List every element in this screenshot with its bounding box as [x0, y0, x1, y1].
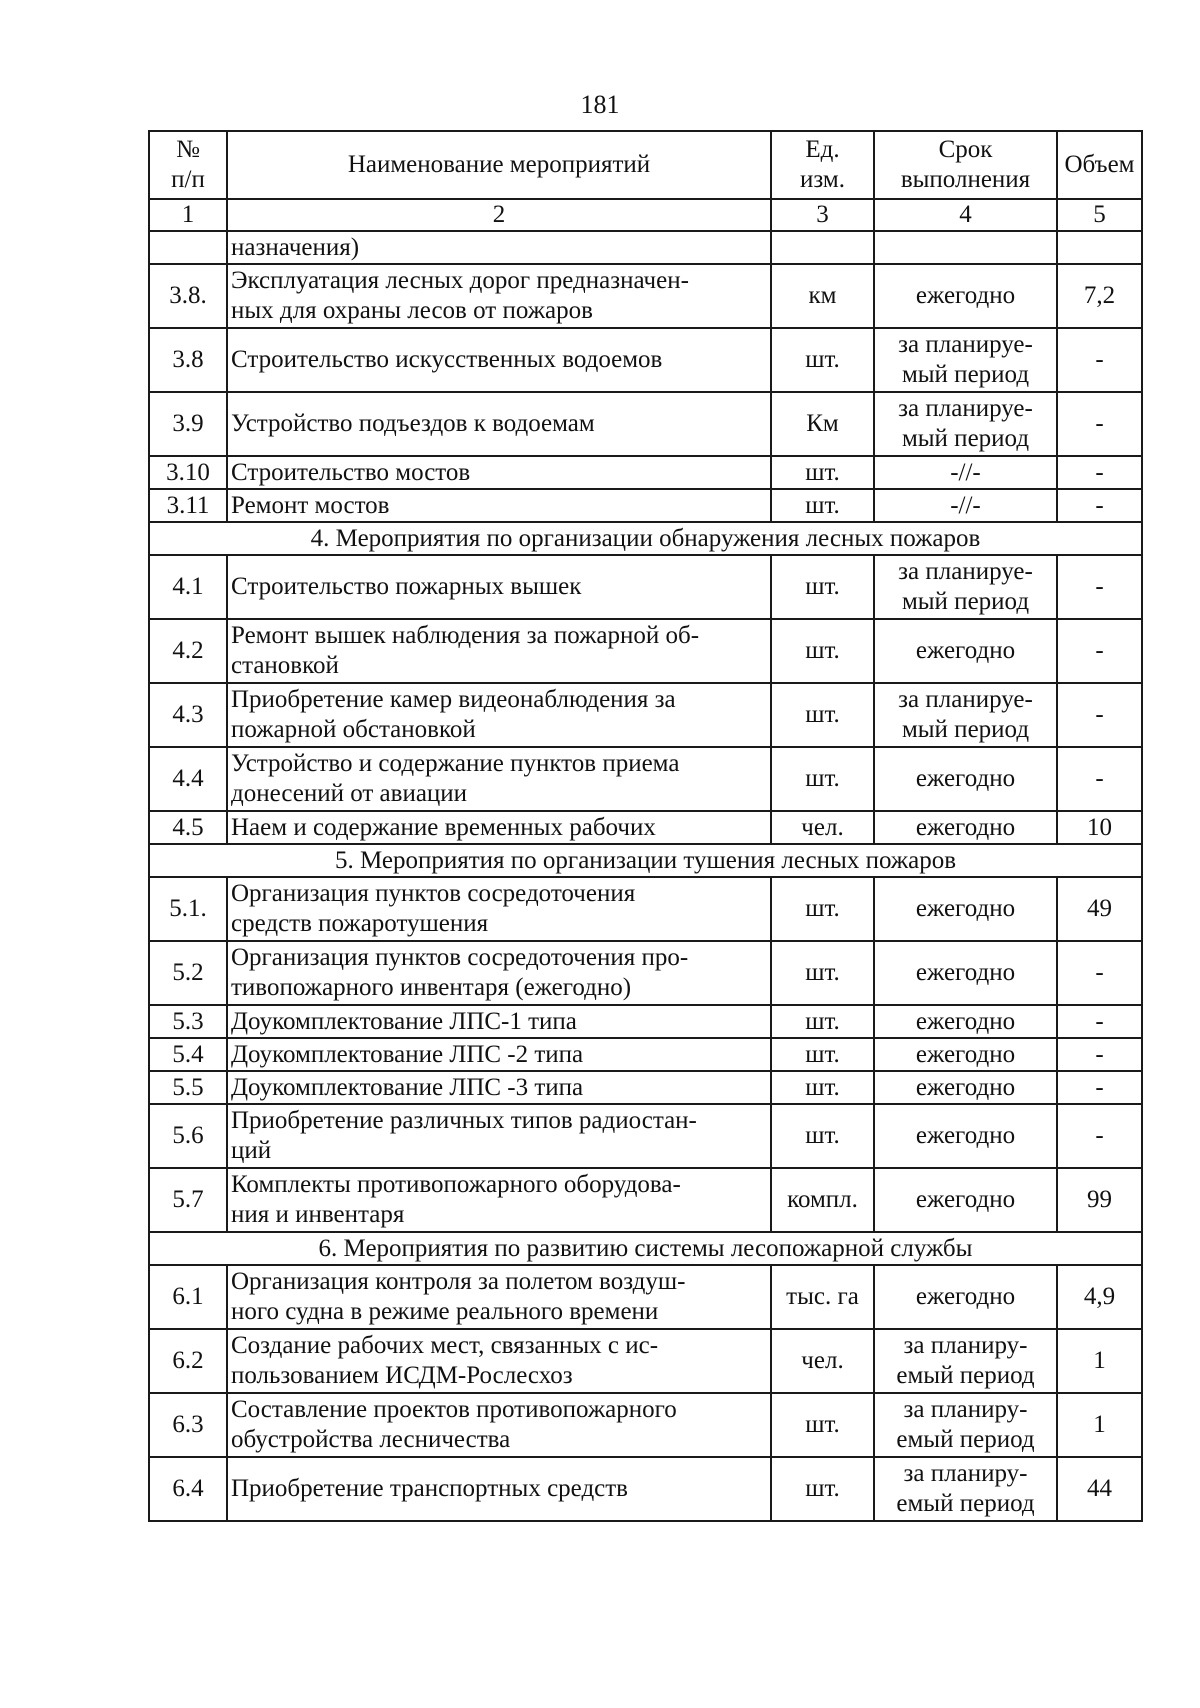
row-term: [874, 811, 1057, 844]
row-term-line: ежегодно: [915, 282, 1016, 309]
header-num-line: п/п: [171, 166, 205, 193]
row-term-line: ежегодно: [915, 1283, 1016, 1310]
table-row: [149, 489, 1142, 522]
row-term-line: за планируе-: [898, 331, 1033, 358]
section-header-row: [149, 1232, 1142, 1265]
row-name: [227, 456, 771, 489]
row-term-line: ежегодно: [915, 1008, 1016, 1035]
header-unit: [771, 131, 874, 199]
header-unit-line: Ед.: [805, 136, 840, 163]
row-term: [874, 683, 1057, 747]
table-row: [149, 811, 1142, 844]
row-name-line: Ремонт вышек наблюдения за пожарной об-: [231, 622, 700, 649]
row-unit: шт.: [771, 747, 874, 811]
row-name-line: Строительство мостов: [231, 459, 471, 486]
row-unit: Км: [771, 392, 874, 456]
row-term-line: ежегодно: [915, 1041, 1016, 1068]
table-row: [149, 456, 1142, 489]
row-name: [227, 619, 771, 683]
table-row: [149, 941, 1142, 1005]
table-row: [149, 555, 1142, 619]
row-unit: шт.: [771, 456, 874, 489]
row-name-line: Ремонт мостов: [231, 492, 390, 519]
row-name-line: обустройства лесничества: [231, 1426, 511, 1453]
row-name: [227, 392, 771, 456]
row-volume: 7,2: [1057, 264, 1142, 328]
row-volume: 44: [1057, 1457, 1142, 1521]
row-unit: [771, 231, 874, 264]
row-unit: шт.: [771, 1393, 874, 1457]
row-number: 3.11: [149, 489, 227, 522]
row-term: [874, 619, 1057, 683]
row-term: [874, 1005, 1057, 1038]
row-name-line: пожарной обстановкой: [231, 716, 476, 743]
row-unit: чел.: [771, 811, 874, 844]
row-term: [874, 747, 1057, 811]
row-name-line: Устройство и содержание пунктов приема: [231, 750, 680, 777]
row-unit: шт.: [771, 1005, 874, 1038]
row-number: 6.1: [149, 1265, 227, 1329]
header-num-line: №: [176, 136, 200, 163]
row-number: 3.9: [149, 392, 227, 456]
row-term-line: мый период: [901, 425, 1030, 452]
row-name: [227, 489, 771, 522]
row-number: 5.5: [149, 1071, 227, 1104]
column-number: 1: [149, 199, 227, 231]
row-volume: -: [1057, 555, 1142, 619]
row-volume: 1: [1057, 1393, 1142, 1457]
row-volume: [1057, 231, 1142, 264]
row-name: [227, 264, 771, 328]
row-term-line: ежегодно: [915, 1122, 1016, 1149]
row-unit: км: [771, 264, 874, 328]
row-name: [227, 1265, 771, 1329]
row-term: [874, 1104, 1057, 1168]
row-term-line: ежегодно: [915, 895, 1016, 922]
row-volume: -: [1057, 1005, 1142, 1038]
table-row: [149, 683, 1142, 747]
row-name: [227, 1104, 771, 1168]
row-name: [227, 328, 771, 392]
row-number: 5.1.: [149, 877, 227, 941]
table-row: [149, 1393, 1142, 1457]
row-unit: тыс. га: [771, 1265, 874, 1329]
row-name-line: Доукомплектование ЛПС -2 типа: [231, 1041, 584, 1068]
row-term-line: емый период: [896, 1426, 1035, 1453]
row-name: [227, 1071, 771, 1104]
row-term-line: -//-: [950, 492, 981, 519]
row-name-line: ния и инвентаря: [231, 1201, 405, 1228]
row-term: [874, 1071, 1057, 1104]
row-volume: -: [1057, 941, 1142, 1005]
row-number: 6.2: [149, 1329, 227, 1393]
table-row: [149, 1329, 1142, 1393]
row-name: [227, 811, 771, 844]
header-term-line: выполнения: [900, 166, 1031, 193]
row-number: 4.5: [149, 811, 227, 844]
row-unit: чел.: [771, 1329, 874, 1393]
row-term-line: ежегодно: [915, 1074, 1016, 1101]
row-name: [227, 1038, 771, 1071]
row-term-line: за планиру-: [903, 1460, 1028, 1487]
row-term-line: ежегодно: [915, 637, 1016, 664]
row-term: [874, 1393, 1057, 1457]
row-volume: -: [1057, 328, 1142, 392]
row-term-line: за планируе-: [898, 395, 1033, 422]
row-name: [227, 1005, 771, 1038]
row-term: [874, 1168, 1057, 1232]
row-term-line: ежегодно: [915, 1186, 1016, 1213]
table-row: [149, 1457, 1142, 1521]
row-term: [874, 555, 1057, 619]
row-volume: 10: [1057, 811, 1142, 844]
row-number: 5.4: [149, 1038, 227, 1071]
row-volume: -: [1057, 747, 1142, 811]
row-name-line: становкой: [231, 652, 339, 679]
row-name-line: Организация контроля за полетом воздуш-: [231, 1268, 686, 1295]
table-row: [149, 264, 1142, 328]
row-name: [227, 1393, 771, 1457]
table-row: [149, 747, 1142, 811]
row-number: [149, 231, 227, 264]
section-header-row: [149, 844, 1142, 877]
row-unit: шт.: [771, 1071, 874, 1104]
row-name-line: Строительство пожарных вышек: [231, 573, 582, 600]
row-unit: шт.: [771, 555, 874, 619]
table-header-row: [149, 131, 1142, 199]
row-name-line: Создание рабочих мест, связанных с ис-: [231, 1332, 659, 1359]
row-volume: 4,9: [1057, 1265, 1142, 1329]
row-number: 4.4: [149, 747, 227, 811]
row-unit: шт.: [771, 1038, 874, 1071]
row-term: [874, 328, 1057, 392]
table-row: [149, 1104, 1142, 1168]
row-term-line: за планиру-: [903, 1396, 1028, 1423]
row-term-line: за планируе-: [898, 558, 1033, 585]
row-name-line: донесений от авиации: [231, 780, 468, 807]
row-term: [874, 1457, 1057, 1521]
row-unit: шт.: [771, 683, 874, 747]
row-name-line: ного судна в режиме реального времени: [231, 1298, 659, 1325]
row-term: [874, 392, 1057, 456]
column-number: 3: [771, 199, 874, 231]
row-name-line: Наем и содержание временных рабочих: [231, 814, 656, 841]
column-number: 5: [1057, 199, 1142, 231]
header-unit-line: изм.: [800, 166, 845, 193]
row-number: 4.1: [149, 555, 227, 619]
row-unit: шт.: [771, 877, 874, 941]
row-name-line: Приобретение транспортных средств: [231, 1475, 628, 1502]
row-name-line: Организация пунктов сосредоточения: [231, 880, 636, 907]
row-term: [874, 877, 1057, 941]
header-volume: Объем: [1057, 131, 1142, 199]
header-term: [874, 131, 1057, 199]
row-unit: шт.: [771, 328, 874, 392]
row-volume: -: [1057, 1038, 1142, 1071]
row-number: 3.10: [149, 456, 227, 489]
table-row: [149, 1071, 1142, 1104]
row-volume: 1: [1057, 1329, 1142, 1393]
row-volume: 99: [1057, 1168, 1142, 1232]
row-name-line: Доукомплектование ЛПС-1 типа: [231, 1008, 577, 1035]
row-number: 5.6: [149, 1104, 227, 1168]
row-number: 5.3: [149, 1005, 227, 1038]
row-term-line: емый период: [896, 1490, 1035, 1517]
row-name-line: Эксплуатация лесных дорог предназначен-: [231, 267, 689, 294]
row-name-line: ций: [231, 1137, 272, 1164]
row-unit: шт.: [771, 1457, 874, 1521]
row-number: 6.4: [149, 1457, 227, 1521]
row-unit: шт.: [771, 941, 874, 1005]
row-volume: 49: [1057, 877, 1142, 941]
column-number-row: [149, 199, 1142, 231]
row-name-line: Составление проектов противопожарного: [231, 1396, 677, 1423]
row-number: 4.3: [149, 683, 227, 747]
row-name-line: пользованием ИСДМ-Рослесхоз: [231, 1362, 573, 1389]
row-name: [227, 941, 771, 1005]
table-row: [149, 1265, 1142, 1329]
row-term: [874, 456, 1057, 489]
row-term-line: мый период: [901, 716, 1030, 743]
table-row: [149, 231, 1142, 264]
table-row: [149, 619, 1142, 683]
column-number: 4: [874, 199, 1057, 231]
row-name-line: Строительство искусственных водоемов: [231, 346, 663, 373]
row-name-line: Доукомплектование ЛПС -3 типа: [231, 1074, 584, 1101]
row-unit: шт.: [771, 1104, 874, 1168]
table-row: [149, 1005, 1142, 1038]
row-unit: компл.: [771, 1168, 874, 1232]
row-name: [227, 877, 771, 941]
table-row: [149, 1168, 1142, 1232]
row-name-line: Приобретение различных типов радиостан-: [231, 1107, 697, 1134]
row-term-line: за планиру-: [903, 1332, 1028, 1359]
row-term-line: -//-: [950, 459, 981, 486]
section-title: 4. Мероприятия по организации обнаружения лесных пожаров: [149, 522, 1142, 555]
row-name: [227, 1329, 771, 1393]
row-number: 6.3: [149, 1393, 227, 1457]
row-volume: -: [1057, 489, 1142, 522]
row-term-line: мый период: [901, 361, 1030, 388]
row-term-line: ежегодно: [915, 959, 1016, 986]
row-term: [874, 489, 1057, 522]
row-term: [874, 941, 1057, 1005]
row-term: [874, 1329, 1057, 1393]
row-volume: -: [1057, 619, 1142, 683]
row-term-line: емый период: [896, 1362, 1035, 1389]
row-term: [874, 264, 1057, 328]
row-volume: -: [1057, 392, 1142, 456]
page-number: 181: [580, 90, 620, 119]
row-name: [227, 747, 771, 811]
header-term-line: Срок: [938, 136, 993, 163]
row-name: [227, 683, 771, 747]
row-unit: шт.: [771, 489, 874, 522]
header-num: [149, 131, 227, 199]
row-name: [227, 1168, 771, 1232]
row-number: 5.7: [149, 1168, 227, 1232]
row-name-line: ных для охраны лесов от пожаров: [231, 297, 593, 324]
row-number: 4.2: [149, 619, 227, 683]
row-term-line: за планируе-: [898, 686, 1033, 713]
table-row: [149, 328, 1142, 392]
row-volume: -: [1057, 1104, 1142, 1168]
row-volume: -: [1057, 456, 1142, 489]
section-title: 5. Мероприятия по организации тушения лесных пожаров: [149, 844, 1142, 877]
row-number: 3.8: [149, 328, 227, 392]
row-term-line: мый период: [901, 588, 1030, 615]
header-name: Наименование мероприятий: [227, 131, 771, 199]
row-name-line: Приобретение камер видеонаблюдения за: [231, 686, 676, 713]
row-volume: -: [1057, 683, 1142, 747]
table-row: [149, 877, 1142, 941]
row-name: [227, 231, 771, 264]
row-volume: -: [1057, 1071, 1142, 1104]
row-term: [874, 1265, 1057, 1329]
row-number: 3.8.: [149, 264, 227, 328]
table-row: [149, 392, 1142, 456]
table-row: [149, 1038, 1142, 1071]
row-name-line: Организация пунктов сосредоточения про-: [231, 944, 689, 971]
row-term: [874, 231, 1057, 264]
row-term: [874, 1038, 1057, 1071]
row-term-line: ежегодно: [915, 814, 1016, 841]
section-title: 6. Мероприятия по развитию системы лесопожарной службы: [149, 1232, 1142, 1265]
measures-table: [148, 130, 1143, 1522]
column-number: 2: [227, 199, 771, 231]
row-name-line: средств пожаротушения: [231, 910, 489, 937]
row-number: 5.2: [149, 941, 227, 1005]
row-name-line: Комплекты противопожарного оборудова-: [231, 1171, 681, 1198]
row-name-line: тивопожарного инвентаря (ежегодно): [231, 974, 632, 1001]
row-term-line: ежегодно: [915, 765, 1016, 792]
row-name-line: назначения): [231, 234, 360, 261]
row-name: [227, 555, 771, 619]
row-name-line: Устройство подъездов к водоемам: [231, 410, 595, 437]
row-name: [227, 1457, 771, 1521]
section-header-row: [149, 522, 1142, 555]
table-body: [149, 231, 1142, 1521]
row-unit: шт.: [771, 619, 874, 683]
